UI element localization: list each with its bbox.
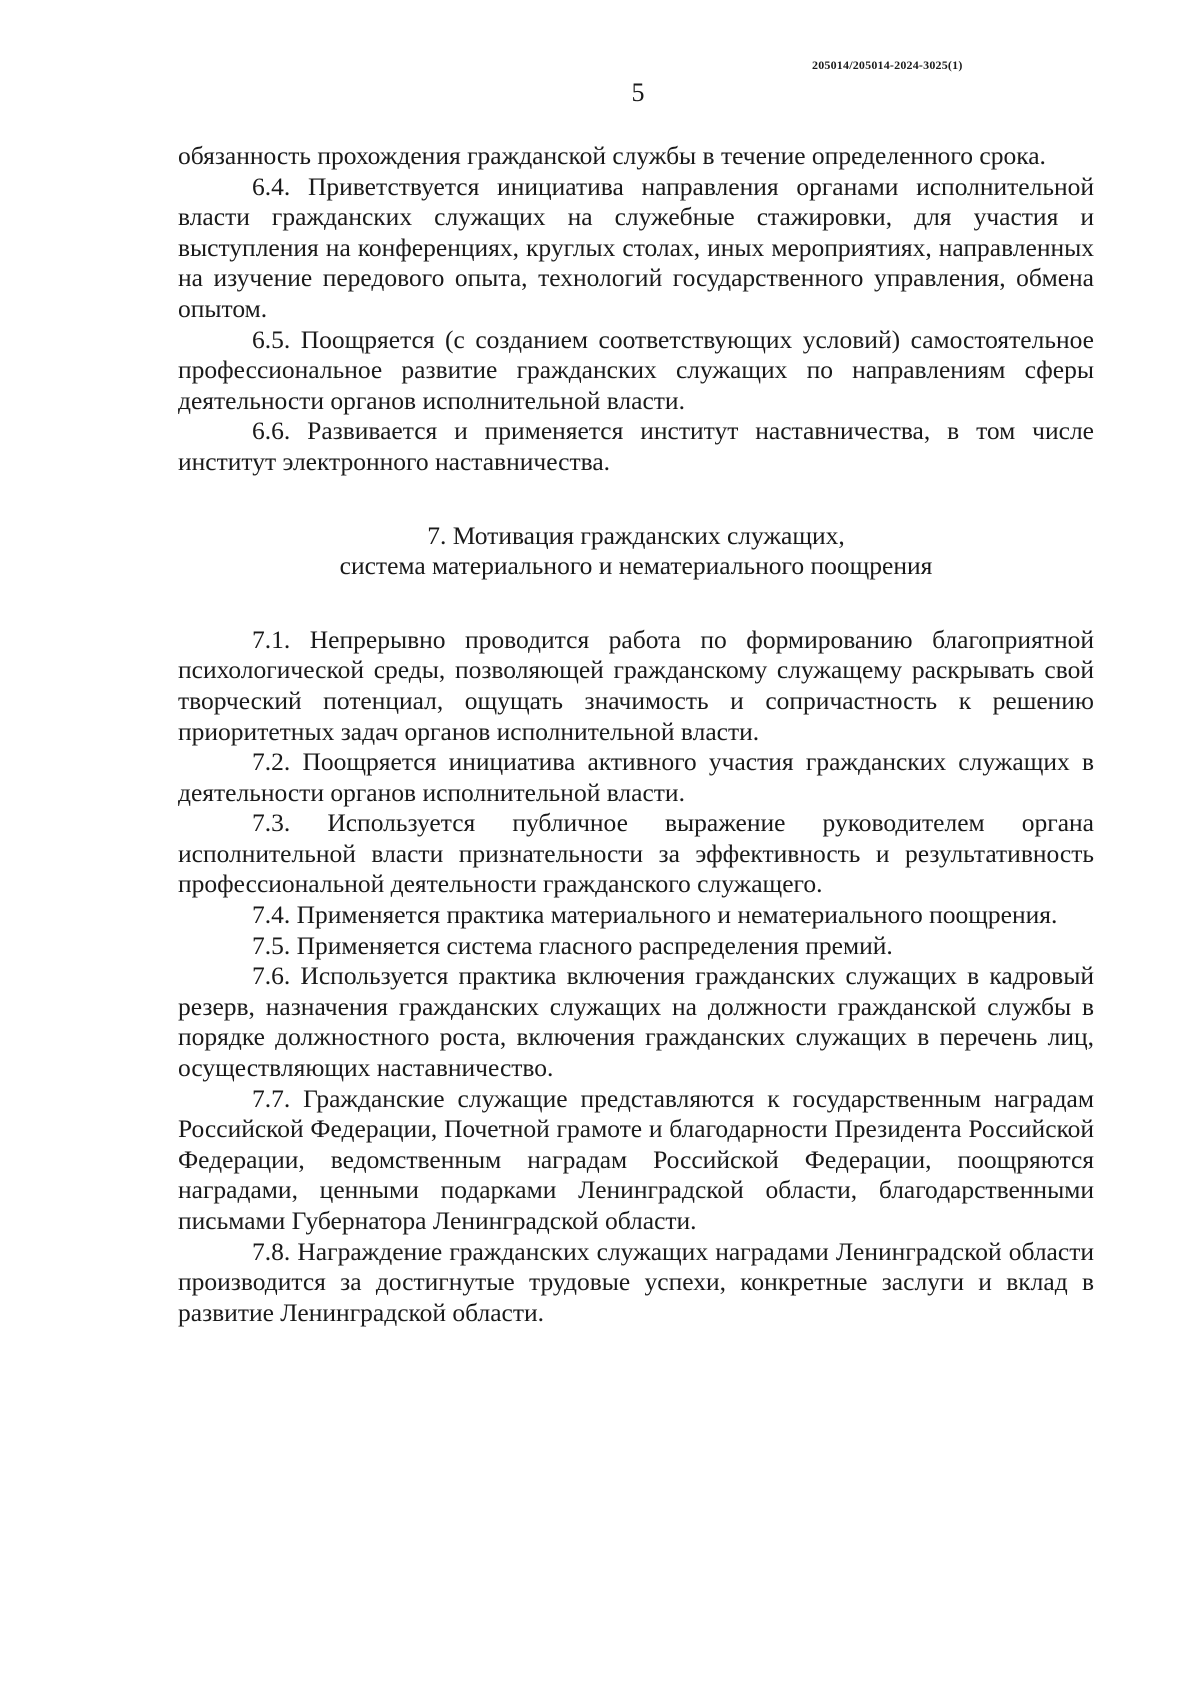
paragraph-7-4: 7.4. Применяется практика материального и нематериального поощрения. — [252, 900, 1058, 930]
section-7-heading-line-1: 7. Мотивация гражданских служащих, — [427, 520, 845, 550]
paragraph-7-2: 7.2. Поощряется инициатива активного участия гражданских служащих в деятельности органов исполнительной власти. — [178, 747, 1094, 807]
document-body — [178, 141, 1094, 1328]
paragraph-continuation: обязанность прохождения гражданской службы в течение определенного срока. — [178, 141, 1046, 170]
paragraph-6-6: 6.6. Развивается и применяется институт наставничества, в том числе институт электронного наставничества. — [178, 416, 1094, 476]
paragraph-7-6: 7.6. Используется практика включения гражданских служащих в кадровый резерв, назначения гражданских служащих на должности гражданской службы в порядке должностного роста, включения гражданских служащих в перечень лиц, осуществляющих наставничество. — [178, 961, 1094, 1083]
paragraph-7-7: 7.7. Гражданские служащие представляются к государственным наградам Российской Федерации, Почетной грамоте и благодарности Президента Российской Федерации, ведомственным наградам Российской Федерации, поощряются наградами, ценными подарками Ленинградской области, благодарственными письмами Губернатора Ленинградской области. — [178, 1083, 1094, 1235]
paragraph-7-3: 7.3. Используется публичное выражение руководителем органа исполнительной власти признательности за эффективность и результативность профессиональной деятельности гражданского служащего. — [178, 808, 1094, 899]
section-7-heading-line-2: система материального и нематериального поощрения — [339, 551, 933, 581]
section-7-heading — [178, 521, 1094, 582]
paragraph-7-1: 7.1. Непрерывно проводится работа по формированию благоприятной психологической среды, позволяющей гражданскому служащему раскрывать свой творческий потенциал, ощущать значимость и сопричастность к решению приоритетных задач органов исполнительной власти. — [178, 624, 1094, 746]
page-number: 5 — [631, 78, 645, 107]
paragraph-6-4: 6.4. Приветствуется инициатива направления органами исполнительной власти гражданских служащих на служебные стажировки, для участия и выступления на конференциях, круглых столах, иных мероприятиях, направленных на изучение передового опыта, технологий государственного управления, обмена опытом. — [178, 171, 1094, 323]
paragraph-6-5: 6.5. Поощряется (с созданием соответствующих условий) самостоятельное профессиональное развитие гражданских служащих по направлениям сферы деятельности органов исполнительной власти. — [178, 324, 1094, 415]
paragraph-7-5: 7.5. Применяется система гласного распределения премий. — [252, 930, 893, 960]
document-id: 205014/205014-2024-3025(1) — [812, 58, 963, 72]
paragraph-7-8: 7.8. Награждение гражданских служащих наградами Ленинградской области производится за достигнутые трудовые успехи, конкретные заслуги и вклад в развитие Ленинградской области. — [178, 1236, 1094, 1327]
